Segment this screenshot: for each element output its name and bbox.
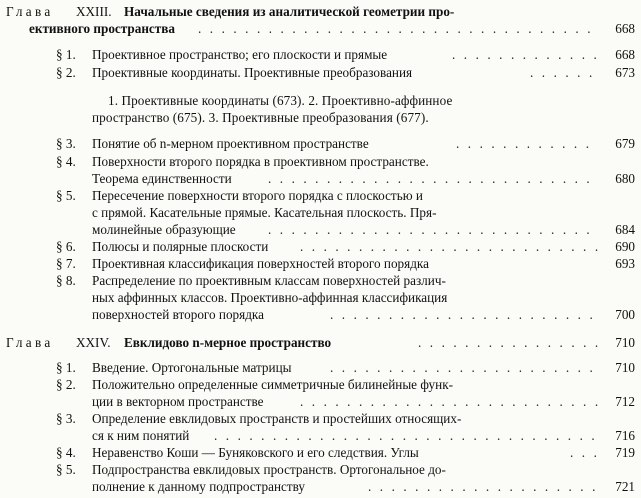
chapter-title-cont: ективного пространства xyxy=(29,21,175,36)
dot-leader xyxy=(300,238,598,256)
section-title: Положительно определенные симметричные билинейные функ- xyxy=(92,377,454,392)
toc-entry xyxy=(0,359,641,377)
section-number: § 1. xyxy=(56,47,76,62)
subsection-list-cont xyxy=(0,109,641,127)
dot-leader xyxy=(330,359,598,377)
page-number: 710 xyxy=(615,335,635,350)
toc-entry xyxy=(0,46,641,64)
toc-entry-cont xyxy=(0,289,641,307)
page-number: 693 xyxy=(615,256,635,271)
toc-entry-cont xyxy=(0,221,641,239)
toc-entry xyxy=(0,410,641,428)
dot-leader xyxy=(418,334,598,352)
toc-entry xyxy=(0,444,641,462)
section-title: Неравенство Коши — Буняковского и его следствия. Углы xyxy=(92,445,419,460)
page-number: 690 xyxy=(615,239,635,254)
section-title: Понятие об n-мерном проективном пространстве xyxy=(92,136,369,151)
chapter-23-heading xyxy=(0,3,641,21)
section-title-cont: ции в векторном пространстве xyxy=(92,394,264,409)
page-number: 721 xyxy=(615,479,635,494)
page-number: 673 xyxy=(615,65,635,80)
chapter-23-heading-cont xyxy=(0,20,641,38)
page-number: 719 xyxy=(615,445,635,460)
section-title: Проективные координаты. Проективные преобразования xyxy=(92,65,413,80)
toc-entry-cont xyxy=(0,306,641,324)
page-number: 684 xyxy=(615,222,635,237)
section-title: Определение евклидовых пространств и простейших относящих- xyxy=(92,411,462,426)
section-title-cont: молинейные образующие xyxy=(92,222,236,237)
section-title: Введение. Ортогональные матрицы xyxy=(92,360,292,375)
section-number: § 1. xyxy=(56,360,76,375)
dot-leader xyxy=(530,64,598,82)
section-title-cont: ся к ним понятий xyxy=(92,428,190,443)
section-title-cont: поверхностей второго порядка xyxy=(92,307,264,322)
page-number: 668 xyxy=(615,21,635,36)
subsection-text: 1. Проективные координаты (673). 2. Проективно-аффинное xyxy=(108,93,453,108)
section-number: § 2. xyxy=(56,377,76,392)
section-number: § 3. xyxy=(56,411,76,426)
dot-leader xyxy=(330,306,598,324)
section-title: Проективное пространство; его плоскости и прямые xyxy=(92,47,388,62)
page-number: 700 xyxy=(615,307,635,322)
section-number: § 4. xyxy=(56,154,76,169)
section-title: Подпространства евклидовых пространств. Ортогональное до- xyxy=(92,462,446,477)
dot-leader xyxy=(456,135,598,153)
page-number: 679 xyxy=(615,136,635,151)
section-title-cont: ных аффинных классов. Проективно-аффинная классификация xyxy=(92,290,448,305)
chapter-number: XXIII. xyxy=(76,4,112,19)
page-number: 668 xyxy=(615,47,635,62)
subsection-text: пространство (675). 3. Проективные преобразования (677). xyxy=(92,110,429,125)
section-number: § 4. xyxy=(56,445,76,460)
section-title-cont: Теорема единственности xyxy=(92,171,232,186)
dot-leader xyxy=(214,427,598,445)
section-number: § 7. xyxy=(56,256,76,271)
dot-leader xyxy=(452,46,596,64)
toc-entry xyxy=(0,135,641,153)
toc-entry-cont xyxy=(0,478,641,496)
section-title-cont: с прямой. Касательные прямые. Касательная плоскость. Пря- xyxy=(92,205,437,220)
toc-entry xyxy=(0,255,641,273)
toc-entry xyxy=(0,64,641,82)
section-title-cont: полнение к данному подпространству xyxy=(92,479,306,494)
toc-entry xyxy=(0,272,641,290)
section-number: § 2. xyxy=(56,65,76,80)
dot-leader xyxy=(268,170,598,188)
section-number: § 8. xyxy=(56,273,76,288)
chapter-number: XXIV. xyxy=(76,335,111,350)
section-title: Проективная классификация поверхностей второго порядка xyxy=(92,256,429,271)
section-number: § 3. xyxy=(56,136,76,151)
toc-entry-cont xyxy=(0,170,641,188)
chapter-title: Евклидово n-мерное пространство xyxy=(124,335,332,350)
dot-leader xyxy=(300,393,598,411)
toc-entry xyxy=(0,376,641,394)
toc-entry xyxy=(0,238,641,256)
dot-leader xyxy=(368,478,598,496)
subsection-list xyxy=(0,92,641,110)
page-number: 680 xyxy=(615,171,635,186)
chapter-title: Начальные сведения из аналитической геометрии про- xyxy=(124,4,455,19)
toc-entry xyxy=(0,461,641,479)
section-number: § 5. xyxy=(56,462,76,477)
chapter-label: Глава xyxy=(6,4,54,19)
toc-entry-cont xyxy=(0,427,641,445)
toc-entry xyxy=(0,153,641,171)
page-number: 716 xyxy=(615,428,635,443)
section-title: Поверхности второго порядка в проективном пространстве. xyxy=(92,154,429,169)
page-number: 710 xyxy=(615,360,635,375)
dot-leader xyxy=(268,221,598,239)
page-number: 712 xyxy=(615,394,635,409)
dot-leader xyxy=(570,444,598,462)
section-title: Полюсы и полярные плоскости xyxy=(92,239,269,254)
toc-entry-cont xyxy=(0,204,641,222)
section-title: Пересечение поверхности второго порядка с плоскостью и xyxy=(92,188,423,203)
toc-entry xyxy=(0,187,641,205)
section-title: Распределение по проективным классам поверхностей различ- xyxy=(92,273,446,288)
toc-entry-cont xyxy=(0,393,641,411)
chapter-24-heading xyxy=(0,334,641,352)
section-number: § 6. xyxy=(56,239,76,254)
section-number: § 5. xyxy=(56,188,76,203)
chapter-label: Глава xyxy=(6,335,54,350)
dot-leader xyxy=(198,20,596,38)
